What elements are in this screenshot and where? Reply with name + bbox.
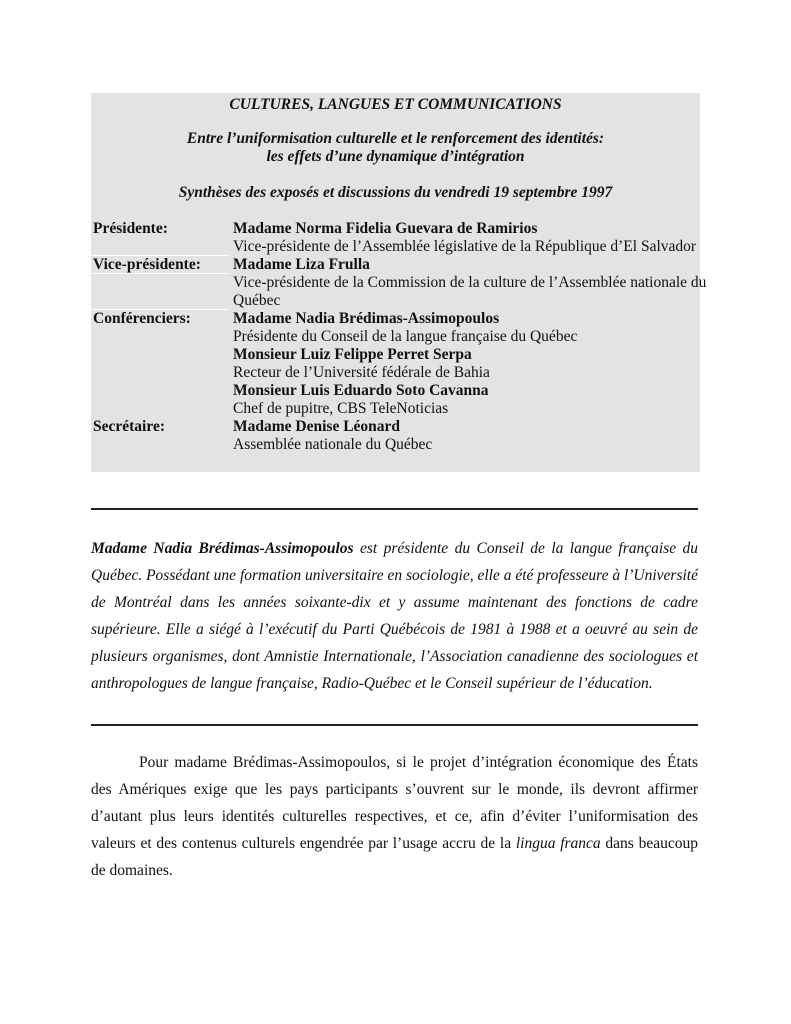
conferencier-1-name: Madame Nadia Brédimas-Assimopoulos	[233, 310, 500, 327]
speaker-biography	[91, 535, 698, 697]
bio-speaker-name: Madame Nadia Brédimas-Assimopoulos	[91, 540, 354, 557]
secretaire-description: Assemblée nationale du Québec	[233, 436, 433, 453]
paragraph-text-start: Pour madame Brédimas-Assimopoulos, si le projet d’intégration économique des États des Amériques exige que les pays participants s’ouvrent sur le monde, ils devront affirmer d’autant plus leurs identités culturelles respectives, et ce, afin d’éviter l’uniformisation des valeurs et des contenus culturels engendrée par l’usage accru de la	[91, 754, 698, 852]
session-date: Synthèses des exposés et discussions du vendredi 19 septembre 1997	[178, 184, 613, 201]
horizontal-rule-bottom	[91, 724, 698, 726]
paragraph-text-end: dans beaucoup de domaines.	[91, 835, 698, 879]
conferencier-3-name: Monsieur Luis Eduardo Soto Cavanna	[233, 382, 489, 399]
secretaire-label: Secrétaire:	[93, 418, 165, 435]
row-divider	[91, 273, 229, 274]
conferenciers-label: Conférenciers:	[93, 310, 191, 327]
vice-presidente-label: Vice-présidente:	[93, 256, 201, 273]
vice-presidente-description-line-1: Vice-présidente de la Commission de la culture de l’Assemblée nationale du	[233, 274, 707, 291]
conferencier-1-description: Présidente du Conseil de la langue française du Québec	[233, 328, 578, 345]
vice-presidente-name: Madame Liza Frulla	[233, 256, 370, 273]
session-info-panel	[91, 93, 707, 472]
presidente-name: Madame Norma Fidelia Guevara de Ramirios	[233, 220, 538, 237]
body-paragraph	[91, 749, 698, 884]
horizontal-rule-top	[91, 508, 698, 510]
presidente-description: Vice-présidente de l’Assemblée législative de la République d’El Salvador	[233, 238, 697, 255]
subtitle-line-2: les effets d’une dynamique d’intégration	[266, 148, 525, 165]
presidente-label: Présidente:	[93, 220, 168, 237]
secretaire-name: Madame Denise Léonard	[233, 418, 401, 435]
vice-presidente-description-line-2: Québec	[233, 292, 281, 309]
conferencier-2-description: Recteur de l’Université fédérale de Bahia	[233, 364, 490, 381]
subtitle-line-1: Entre l’uniformisation culturelle et le renforcement des identités:	[186, 130, 605, 147]
conferencier-2-name: Monsieur Luiz Felippe Perret Serpa	[233, 346, 472, 363]
conferencier-3-description: Chef de pupitre, CBS TeleNoticias	[233, 400, 449, 417]
section-title: CULTURES, LANGUES ET COMMUNICATIONS	[229, 96, 562, 113]
bio-text: est présidente du Conseil de la langue française du Québec. Possédant une formation universitaire en sociologie, elle a été professeure à l’Université de Montréal dans les années soixante-dix et y assume maintenant des fonctions de cadre supérieure. Elle a siégé à l’exécutif du Parti Québécois de 1981 à 1988 et a oeuvré au sein de plusieurs organismes, dont Amnistie Internationale, l’Association canadienne des sociologues et anthropologues de langue française, Radio-Québec et le Conseil supérieur de l’éducation.	[91, 540, 698, 692]
paragraph-italic-term: lingua franca	[515, 835, 601, 852]
